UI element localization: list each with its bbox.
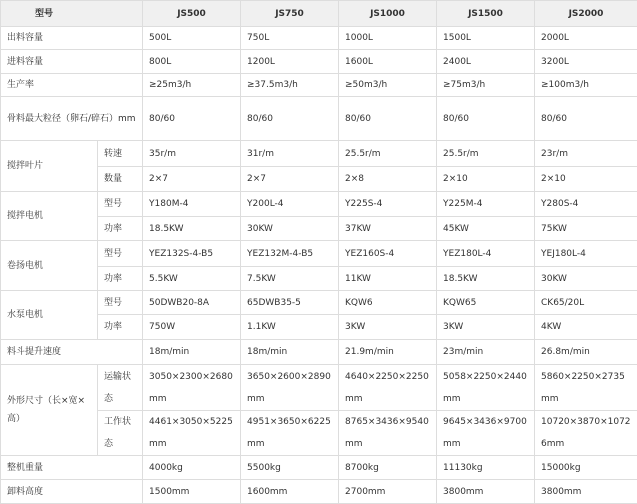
table-cell: 25.5r/m	[437, 141, 535, 167]
table-cell: 18.5KW	[143, 217, 241, 241]
table-cell: 4KW	[535, 315, 637, 340]
table-row	[1, 365, 637, 411]
table-cell: 1000L	[339, 27, 437, 50]
table-cell: 25.5r/m	[339, 141, 437, 167]
table-cell: 750W	[143, 315, 241, 340]
table-cell: 80/60	[241, 97, 339, 141]
table-cell: 4640×2250×2250mm	[339, 365, 437, 411]
table-cell: 4951×3650×6225mm	[241, 411, 339, 456]
table-row	[1, 192, 637, 217]
row-sub-label: 型号	[98, 291, 143, 315]
row-label: 整机重量	[1, 456, 143, 480]
table-cell: ≥75m3/h	[437, 74, 535, 97]
table-cell: 30KW	[241, 217, 339, 241]
row-sub-label: 型号	[98, 241, 143, 267]
table-cell: 50DWB20-8A	[143, 291, 241, 315]
table-cell: 800L	[143, 50, 241, 74]
table-cell: 11KW	[339, 267, 437, 291]
row-sub-label: 功率	[98, 315, 143, 340]
table-cell: 75KW	[535, 217, 637, 241]
row-label: 出料容量	[1, 27, 143, 50]
table-cell: Y200L-4	[241, 192, 339, 217]
table-cell: 3200L	[535, 50, 637, 74]
table-cell: ≥25m3/h	[143, 74, 241, 97]
table-cell: 2×10	[535, 167, 637, 192]
table-row	[1, 480, 637, 504]
table-cell: ≥50m3/h	[339, 74, 437, 97]
table-cell: 3050×2300×2680mm	[143, 365, 241, 411]
table-cell: YEJ180L-4	[535, 241, 637, 267]
table-cell: 80/60	[143, 97, 241, 141]
row-group-label: 卷扬电机	[1, 241, 98, 291]
table-cell: 4000kg	[143, 456, 241, 480]
table-cell: 5.5KW	[143, 267, 241, 291]
row-label: 卸料高度	[1, 480, 143, 504]
row-sub-label: 型号	[98, 192, 143, 217]
table-cell: 7.5KW	[241, 267, 339, 291]
table-cell: 18m/min	[143, 340, 241, 365]
header-model-name: JS1500	[437, 1, 535, 27]
table-cell: 11130kg	[437, 456, 535, 480]
header-model-name: JS1000	[339, 1, 437, 27]
table-cell: 2400L	[437, 50, 535, 74]
table-cell: 30KW	[535, 267, 637, 291]
row-group-label: 水泵电机	[1, 291, 98, 340]
table-cell: ≥37.5m3/h	[241, 74, 339, 97]
table-cell: 18m/min	[241, 340, 339, 365]
table-row	[1, 141, 637, 167]
table-cell: 45KW	[437, 217, 535, 241]
table-cell: 1600mm	[241, 480, 339, 504]
table-cell: Y225S-4	[339, 192, 437, 217]
table-cell: 80/60	[535, 97, 637, 141]
row-group-label: 搅拌叶片	[1, 141, 98, 192]
table-cell: 2×10	[437, 167, 535, 192]
table-cell: ≥100m3/h	[535, 74, 637, 97]
row-sub-label: 功率	[98, 267, 143, 291]
row-sub-label: 功率	[98, 217, 143, 241]
row-sub-label: 转速	[98, 141, 143, 167]
table-cell: KQW6	[339, 291, 437, 315]
table-cell: 21.9m/min	[339, 340, 437, 365]
table-cell: 4461×3050×5225mm	[143, 411, 241, 456]
row-label: 进料容量	[1, 50, 143, 74]
table-cell: 8700kg	[339, 456, 437, 480]
table-cell: 10720×3870×10726mm	[535, 411, 637, 456]
table-row	[1, 50, 637, 74]
table-cell: 8765×3436×9540mm	[339, 411, 437, 456]
table-row	[1, 27, 637, 50]
table-cell: YEZ132S-4-B5	[143, 241, 241, 267]
table-cell: 1500L	[437, 27, 535, 50]
table-cell: 2700mm	[339, 480, 437, 504]
table-cell: Y225M-4	[437, 192, 535, 217]
table-cell: 9645×3436×9700mm	[437, 411, 535, 456]
table-cell: 1200L	[241, 50, 339, 74]
row-sub-label: 运输状态	[98, 365, 143, 411]
table-cell: YEZ160S-4	[339, 241, 437, 267]
table-cell: 750L	[241, 27, 339, 50]
table-cell: 18.5KW	[437, 267, 535, 291]
header-model-name: JS2000	[535, 1, 637, 27]
table-cell: 3650×2600×2890mm	[241, 365, 339, 411]
table-cell: YEZ180L-4	[437, 241, 535, 267]
table-cell: 65DWB35-5	[241, 291, 339, 315]
table-cell: 80/60	[339, 97, 437, 141]
table-header-row	[1, 1, 637, 27]
table-cell: CK65/20L	[535, 291, 637, 315]
table-cell: 23r/m	[535, 141, 637, 167]
table-cell: 80/60	[437, 97, 535, 141]
table-cell: 2×7	[143, 167, 241, 192]
row-sub-label: 工作状态	[98, 411, 143, 456]
header-model-label: 型号	[1, 1, 143, 27]
row-group-label: 外形尺寸（长×宽×高）	[1, 365, 98, 456]
table-cell: KQW65	[437, 291, 535, 315]
table-cell: 26.8m/min	[535, 340, 637, 365]
header-model-name: JS500	[143, 1, 241, 27]
table-cell: 2000L	[535, 27, 637, 50]
header-model-name: JS750	[241, 1, 339, 27]
table-cell: 2×8	[339, 167, 437, 192]
table-cell: 5860×2250×2735mm	[535, 365, 637, 411]
table-cell: 1500mm	[143, 480, 241, 504]
table-cell: 15000kg	[535, 456, 637, 480]
table-cell: 500L	[143, 27, 241, 50]
table-cell: 2×7	[241, 167, 339, 192]
row-label: 生产率	[1, 74, 143, 97]
table-cell: 3800mm	[535, 480, 637, 504]
row-label: 料斗提升速度	[1, 340, 143, 365]
table-cell: 37KW	[339, 217, 437, 241]
table-row	[1, 456, 637, 480]
row-group-label: 搅拌电机	[1, 192, 98, 241]
table-cell: YEZ132M-4-B5	[241, 241, 339, 267]
table-cell: 31r/m	[241, 141, 339, 167]
table-cell: 1.1KW	[241, 315, 339, 340]
table-row	[1, 241, 637, 267]
table-cell: 3KW	[339, 315, 437, 340]
table-row	[1, 74, 637, 97]
table-cell: Y180M-4	[143, 192, 241, 217]
table-row	[1, 340, 637, 365]
table-cell: 23m/min	[437, 340, 535, 365]
table-cell: 5500kg	[241, 456, 339, 480]
table-row	[1, 97, 637, 141]
row-label: 骨料最大粒径（卵石/碎石）mm	[1, 97, 143, 141]
table-cell: 5058×2250×2440mm	[437, 365, 535, 411]
table-cell: 3KW	[437, 315, 535, 340]
table-cell: 35r/m	[143, 141, 241, 167]
table-cell: 1600L	[339, 50, 437, 74]
table-cell: 3800mm	[437, 480, 535, 504]
row-sub-label: 数量	[98, 167, 143, 192]
table-cell: Y280S-4	[535, 192, 637, 217]
table-row	[1, 291, 637, 315]
